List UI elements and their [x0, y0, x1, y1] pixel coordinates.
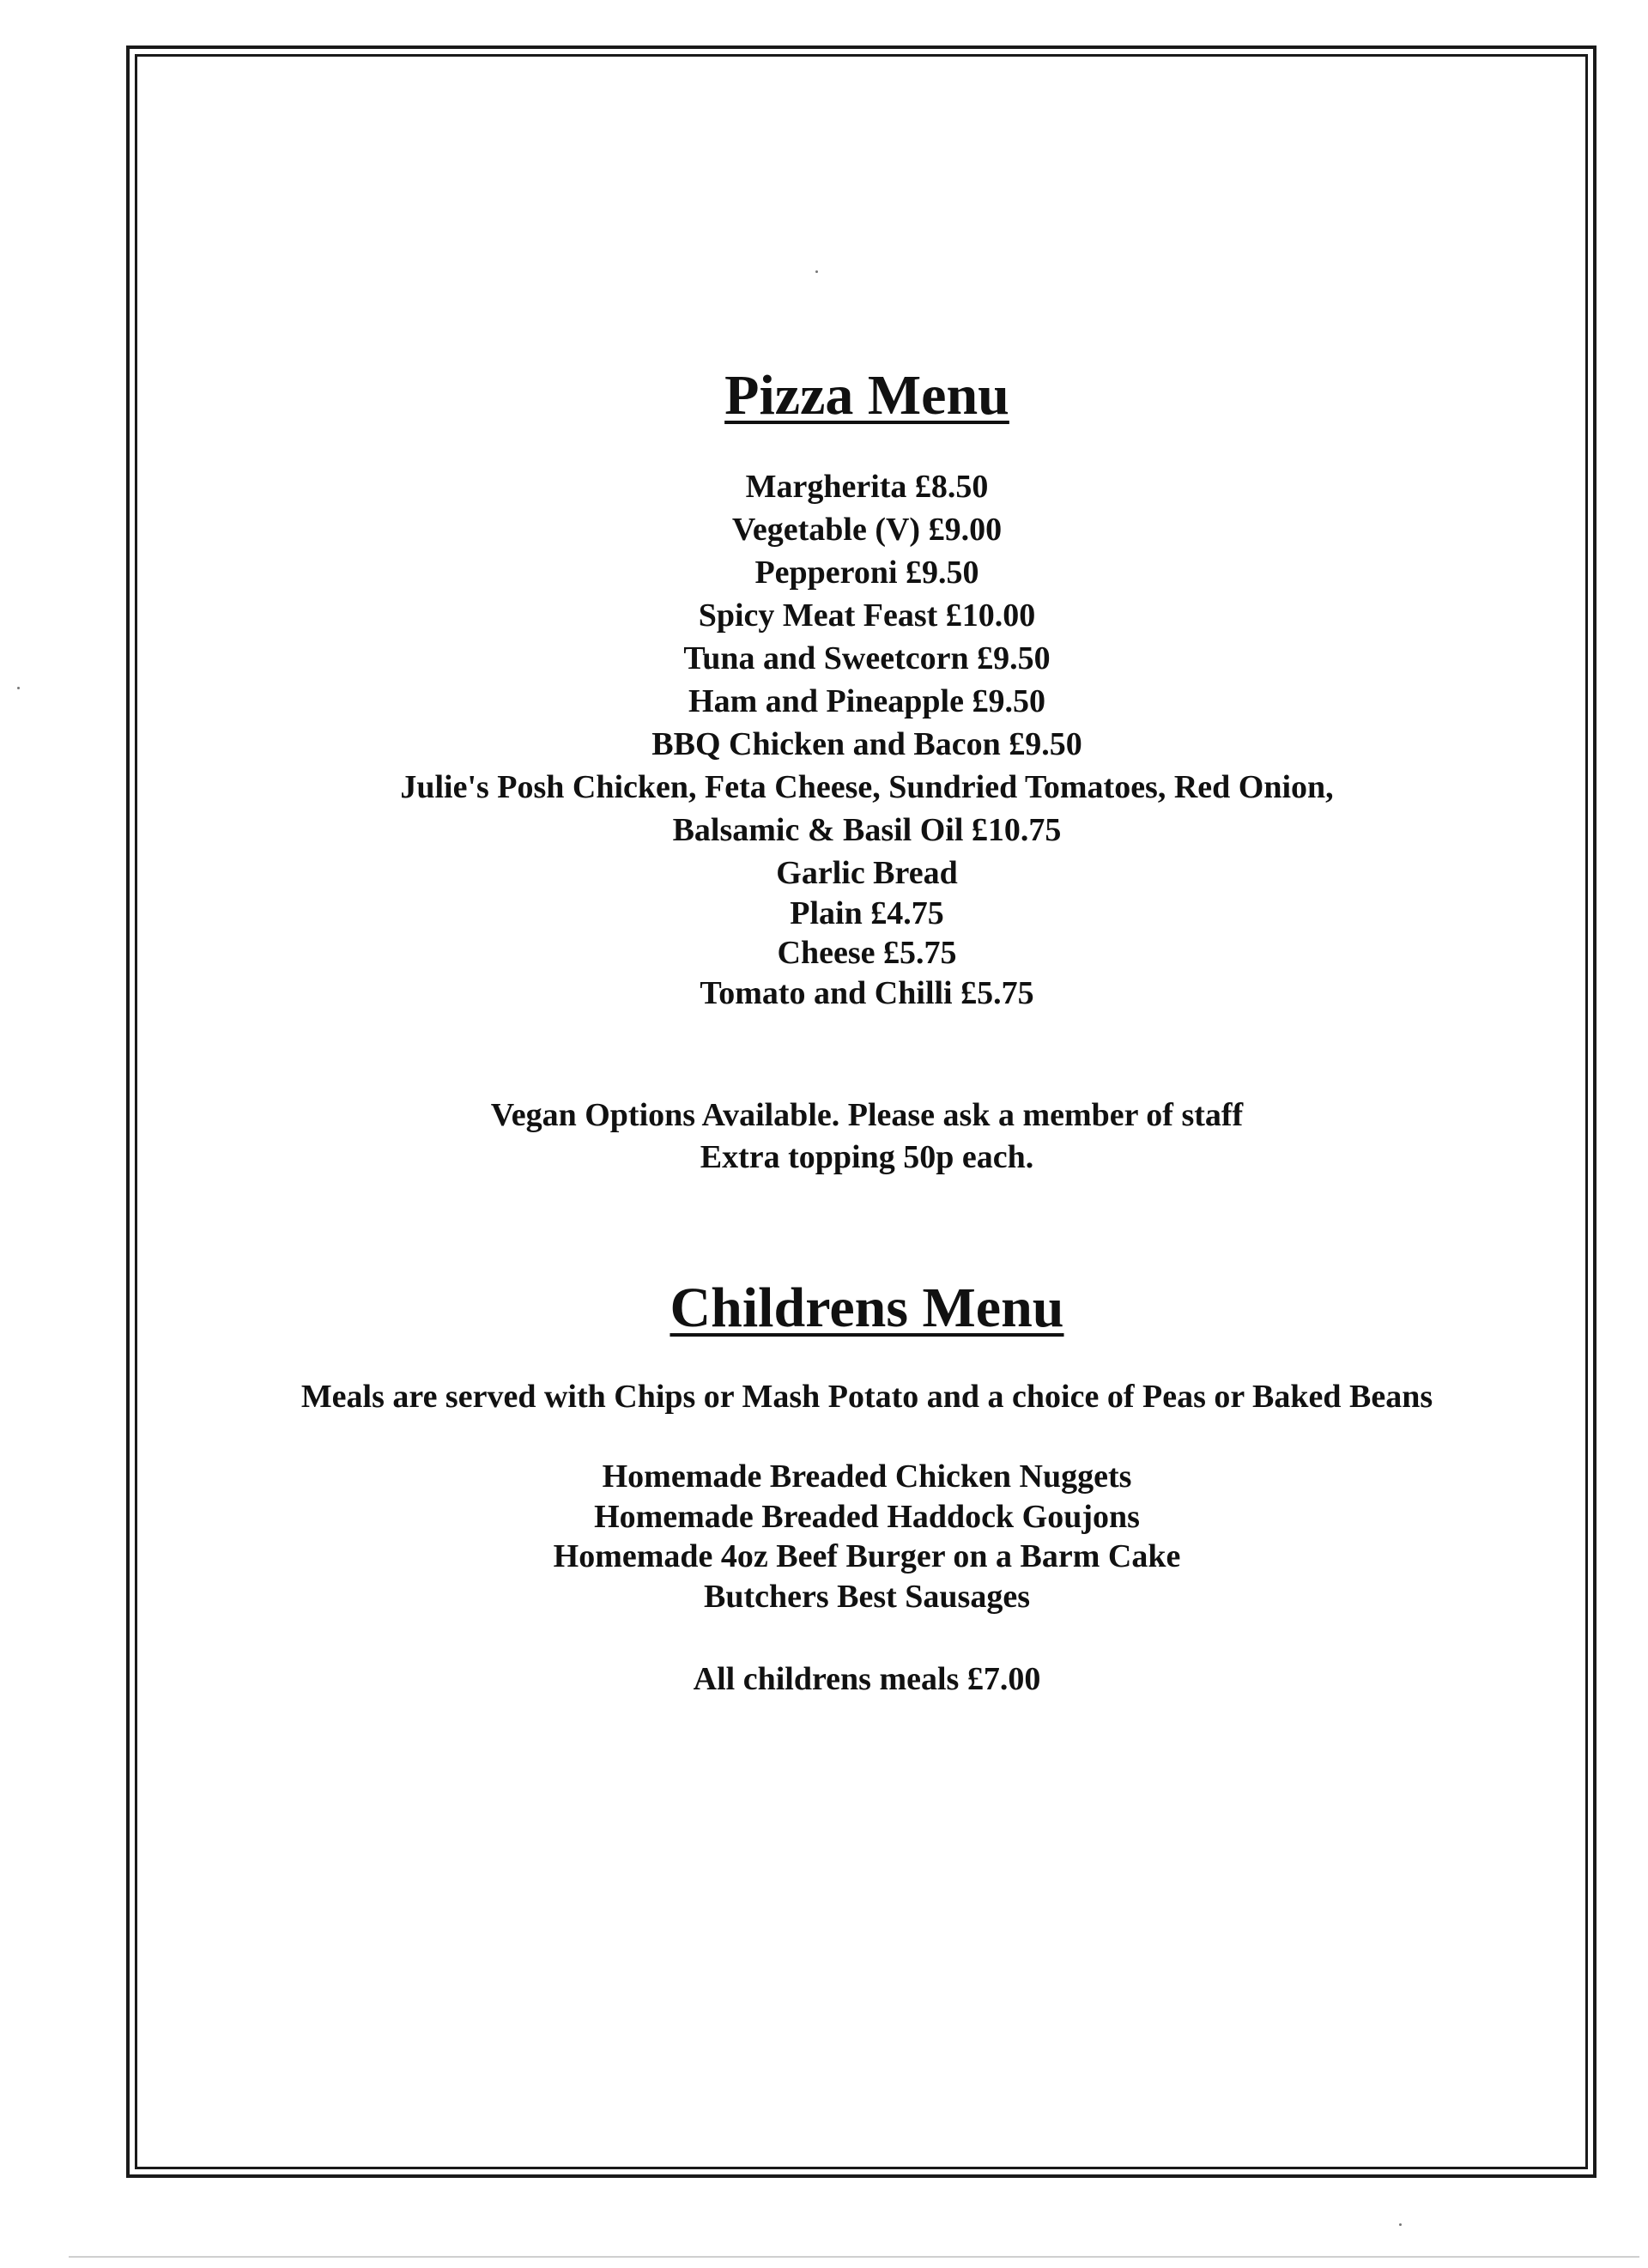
vegan-note: Vegan Options Available. Please ask a member of staff	[490, 1097, 1244, 1133]
pizza-item: Tuna and Sweetcorn £9.50	[683, 640, 1051, 676]
childrens-list	[137, 1457, 1596, 1616]
scan-speck	[815, 270, 818, 273]
scan-speck	[1399, 2223, 1402, 2226]
garlic-bread-item: Plain £4.75	[790, 894, 944, 931]
page-bottom-edge	[69, 2256, 1639, 2258]
garlic-bread-item: Cheese £5.75	[777, 935, 957, 971]
pizza-item: Pepperoni £9.50	[754, 555, 979, 591]
pizza-item: Vegetable (V) £9.00	[731, 512, 1003, 548]
childrens-item: Homemade Breaded Chicken Nuggets	[602, 1458, 1132, 1495]
childrens-item: Homemade Breaded Haddock Goujons	[594, 1498, 1140, 1535]
childrens-item: Butchers Best Sausages	[703, 1578, 1031, 1615]
garlic-bread-item: Tomato and Chilli £5.75	[700, 974, 1034, 1011]
pizza-menu-title: Pizza Menu	[724, 364, 1009, 427]
pizza-list	[137, 465, 1596, 852]
childrens-price-note: All childrens meals £7.00	[693, 1661, 1041, 1697]
extra-topping-note: Extra topping 50p each.	[700, 1139, 1034, 1175]
pizza-item: Margherita £8.50	[745, 469, 989, 505]
childrens-menu-title: Childrens Menu	[670, 1277, 1064, 1339]
scan-speck	[17, 687, 20, 689]
garlic-bread-list	[137, 853, 1596, 1013]
garlic-bread-heading: Garlic Bread	[776, 855, 958, 891]
pizza-item: Julie's Posh Chicken, Feta Cheese, Sundried Tomatoes, Red Onion,	[400, 769, 1334, 805]
pizza-item: Balsamic & Basil Oil £10.75	[672, 812, 1062, 848]
pizza-item: Spicy Meat Feast £10.00	[698, 597, 1036, 634]
pizza-item: BBQ Chicken and Bacon £9.50	[651, 726, 1082, 762]
childrens-item: Homemade 4oz Beef Burger on a Barm Cake	[553, 1538, 1181, 1574]
pizza-notes	[137, 1095, 1596, 1179]
pizza-item: Ham and Pineapple £9.50	[688, 683, 1045, 719]
childrens-meal-intro: Meals are served with Chips or Mash Potato and a choice of Peas or Baked Beans	[300, 1379, 1433, 1415]
